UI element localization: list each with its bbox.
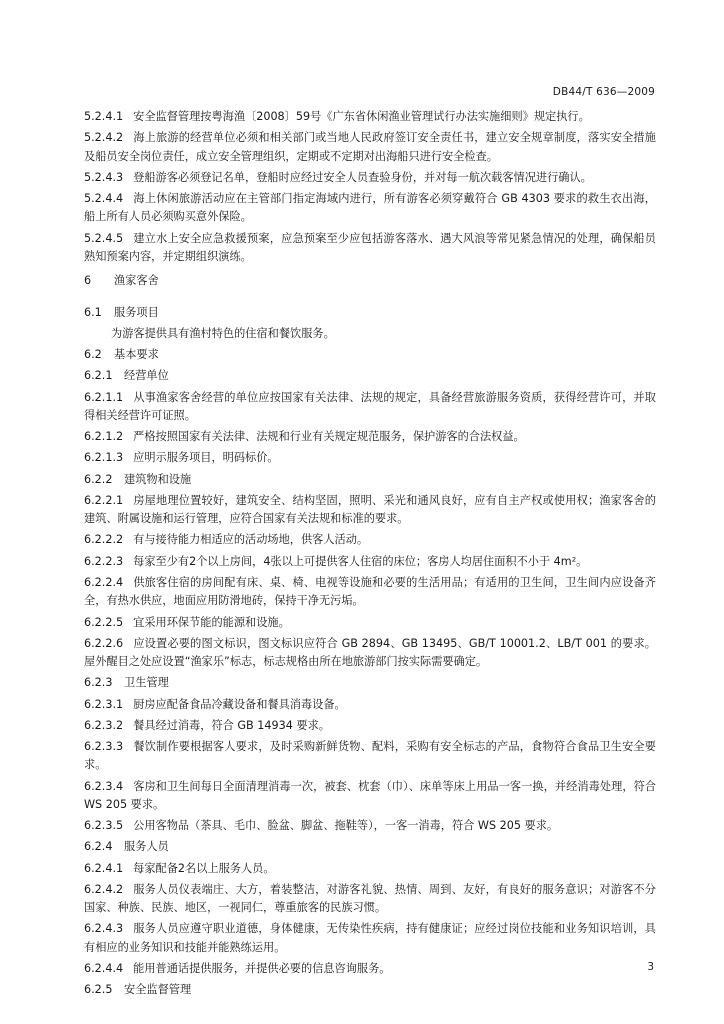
- clause-number: 5.2.4.2: [84, 131, 124, 145]
- clause-number: 6.2.3.2: [84, 718, 124, 732]
- clause-number: 6.2.1.2: [84, 430, 124, 444]
- clause-text: 公用客物品（茶具、毛巾、脸盆、脚盆、拖鞋等），一客一消毒，符合 WS 205 要求。: [133, 819, 559, 833]
- clause-6-2-2-4: [84, 574, 656, 611]
- clause-6-2-2-2: [84, 531, 656, 549]
- clause-text: 客房和卫生间每日全面清理消毒一次，被套、枕套（巾）、床单等床上用品一客一换，并经消毒处理，符合 WS 205 要求。: [84, 779, 656, 811]
- clause-text: 有与接待能力相适应的活动场地，供客人活动。: [133, 533, 369, 547]
- clause-number: 6.2.3.3: [84, 739, 124, 753]
- clause-number: 6.2.4.1: [84, 861, 124, 875]
- clause-text: 建立水上安全应急救援预案，应急预案至少应包括游客落水、遇大风浪等常见紧急情况的处理，确保船员熟知预案内容，并定期组织演练。: [84, 231, 656, 264]
- section-title: 服务项目: [114, 305, 159, 319]
- section-6-2-4-heading: [84, 838, 656, 856]
- section-title: 经营单位: [124, 369, 169, 383]
- clause-6-2-3-4: [84, 778, 656, 815]
- section-6-2-heading: [84, 346, 656, 364]
- clause-5-2-4-5: [84, 230, 656, 267]
- clause-number: 6.2.2.4: [84, 575, 124, 589]
- clause-6-2-3-3: [84, 738, 656, 775]
- clause-text: 房屋地理位置较好，建筑安全、结构坚固，照明、采光和通风良好，应有自主产权或使用权；渔家客舍的建筑、附属设施和运行管理，应符合国家有关法规和标准的要求。: [84, 493, 656, 526]
- clause-text: 海上旅游的经营单位必须和相关部门或当地人民政府签订安全责任书，建立安全规章制度，落实安全措施及船员安全岗位责任，成立安全管理组织，定期或不定期对出海船只进行安全检查。: [84, 131, 656, 163]
- clause-6-2-4-2: [84, 881, 656, 918]
- clause-number: 5.2.4.3: [84, 170, 124, 184]
- clause-number: 6.2.4.2: [84, 882, 124, 896]
- clause-6-2-2-1: [84, 492, 656, 529]
- clause-number: 6.2.2.2: [84, 533, 124, 547]
- section-title: 建筑物和设施: [124, 472, 192, 486]
- section-number: 6.2.5: [84, 983, 113, 997]
- clause-6-2-2-6: [84, 635, 656, 672]
- clause-text: 严格按照国家有关法律、法规和行业有关规定规范服务，保护游客的合法权益。: [133, 430, 525, 444]
- section-6-2-1-heading: [84, 367, 656, 385]
- clause-5-2-4-1: [84, 108, 656, 126]
- page-number: 3: [647, 961, 654, 973]
- clause-5-2-4-2: [84, 129, 656, 166]
- clause-number: 6.2.2.5: [84, 615, 124, 629]
- section-title: 渔家客舍: [114, 274, 159, 288]
- clause-6-2-4-1: [84, 860, 656, 878]
- clause-number: 6.2.2.1: [84, 493, 124, 507]
- clause-number: 6.2.1.1: [84, 390, 124, 404]
- clause-text: 宜采用环保节能的能源和设施。: [133, 615, 290, 629]
- clause-number: 6.2.2.3: [84, 554, 124, 568]
- section-6-heading: [84, 272, 656, 290]
- clause-text: 厨房应配备食品冷藏设备和餐具消毒设备。: [133, 697, 346, 711]
- clause-6-2-1-2: [84, 428, 656, 446]
- clause-text: 海上休闲旅游活动应在主管部门指定海域内进行，所有游客必须穿戴符合 GB 4303 要求的救生衣出海，船上所有人员必须购买意外保险。: [84, 192, 656, 224]
- clause-number: 6.2.3.5: [84, 819, 124, 833]
- clause-6-2-3-1: [84, 696, 656, 714]
- section-number: 6.2.1: [84, 369, 113, 383]
- section-number: 6.1: [84, 305, 102, 319]
- clause-text: 能用普通话提供服务，并提供必要的信息咨询服务。: [133, 961, 391, 975]
- clause-number: 6.2.3.4: [84, 779, 124, 793]
- clause-number: 5.2.4.4: [84, 192, 124, 206]
- clause-6-2-3-2: [84, 717, 656, 735]
- clause-number: 6.2.4.4: [84, 961, 124, 975]
- clause-number: 6.2.4.3: [84, 922, 124, 936]
- clause-6-2-1-1: [84, 389, 656, 426]
- section-number: 6: [84, 274, 92, 288]
- clause-text: 供旅客住宿的房间配有床、桌、椅、电视等设施和必要的生活用品；有适用的卫生间，卫生间内应设备齐全，有热水供应，地面应用防滑地砖，保持干净无污垢。: [84, 575, 656, 608]
- section-number: 6.2.4: [84, 840, 113, 854]
- clause-6-2-4-4: [84, 960, 656, 978]
- clause-text: 从事渔家客舍经营的单位应按国家有关法律、法规的规定，具备经营旅游服务资质，获得经营许可，并取得相关经营许可证照。: [84, 390, 656, 423]
- section-title: 服务人员: [124, 840, 169, 854]
- clause-text: 应明示服务项目，明码标价。: [133, 451, 279, 465]
- clause-number: 6.2.3.1: [84, 697, 124, 711]
- clause-6-2-3-5: [84, 817, 656, 835]
- clause-6-2-4-3: [84, 920, 656, 957]
- clause-text: 安全监督管理按粤海渔〔2008〕59号《广东省休闲渔业管理试行办法实施细则》规定执行。: [133, 110, 590, 123]
- clause-text: 服务人员应遵守职业道德，身体健康，无传染性疾病，持有健康证；应经过岗位技能和业务知识培训，具有相应的业务知识和技能并能熟练运用。: [84, 922, 656, 954]
- section-6-2-2-heading: [84, 471, 656, 489]
- section-title: 基本要求: [114, 348, 159, 362]
- clause-text: 每家配备2名以上服务人员。: [133, 861, 275, 875]
- section-6-2-5-heading: [84, 981, 656, 999]
- clause-text: 餐饮制作要根据客人要求，及时采购新鲜货物、配料，采购有安全标志的产品，食物符合食品卫生安全要求。: [84, 739, 656, 772]
- section-6-2-3-heading: [84, 674, 656, 692]
- clause-number: 6.2.2.6: [84, 636, 124, 650]
- document-code-header: DB44/T 636—2009: [552, 86, 655, 98]
- section-title: 安全监督管理: [124, 983, 192, 997]
- clause-text: 每家至少有2个以上房间，4张以上可提供客人住宿的床位；客房人均居住面积不小于 4m²。: [133, 554, 588, 568]
- section-number: 6.2.2: [84, 472, 113, 486]
- section-6-1-text: 为游客提供具有渔村特色的住宿和餐饮服务。: [111, 327, 335, 341]
- clause-text: 服务人员仪表端庄、大方，着装整洁，对游客礼貌、热情、周到、友好，有良好的服务意识；对游客不分国家、种族、民族、地区，一视同仁，尊重旅客的民族习惯。: [84, 882, 656, 915]
- section-6-1-heading: [84, 304, 656, 322]
- clause-number: 5.2.4.1: [84, 110, 124, 123]
- section-number: 6.2: [84, 348, 102, 362]
- section-title: 卫生管理: [124, 676, 169, 690]
- clause-6-2-1-3: [84, 449, 656, 467]
- clause-6-2-2-5: [84, 614, 656, 632]
- clause-5-2-4-4: [84, 190, 656, 227]
- section-number: 6.2.3: [84, 676, 113, 690]
- clause-5-2-4-3: [84, 169, 656, 187]
- document-body: [84, 108, 656, 1002]
- clause-number: 5.2.4.5: [84, 231, 124, 245]
- clause-6-2-2-3: [84, 553, 656, 571]
- clause-text: 登船游客必须登记名单，登船时应经过安全人员查验身份，并对每一航次载客情况进行确认。: [133, 170, 592, 184]
- clause-text: 应设置必要的图文标识，图文标识应符合 GB 2894、GB 13495、GB/T 10001.2、LB/T 001 的要求。屋外醒目之处应设置“渔家乐”标志，标志规格由所在地旅游部门按实际需要确定。: [84, 636, 656, 669]
- clause-text: 餐具经过消毒，符合 GB 14934 要求。: [133, 718, 330, 732]
- clause-number: 6.2.1.3: [84, 451, 124, 465]
